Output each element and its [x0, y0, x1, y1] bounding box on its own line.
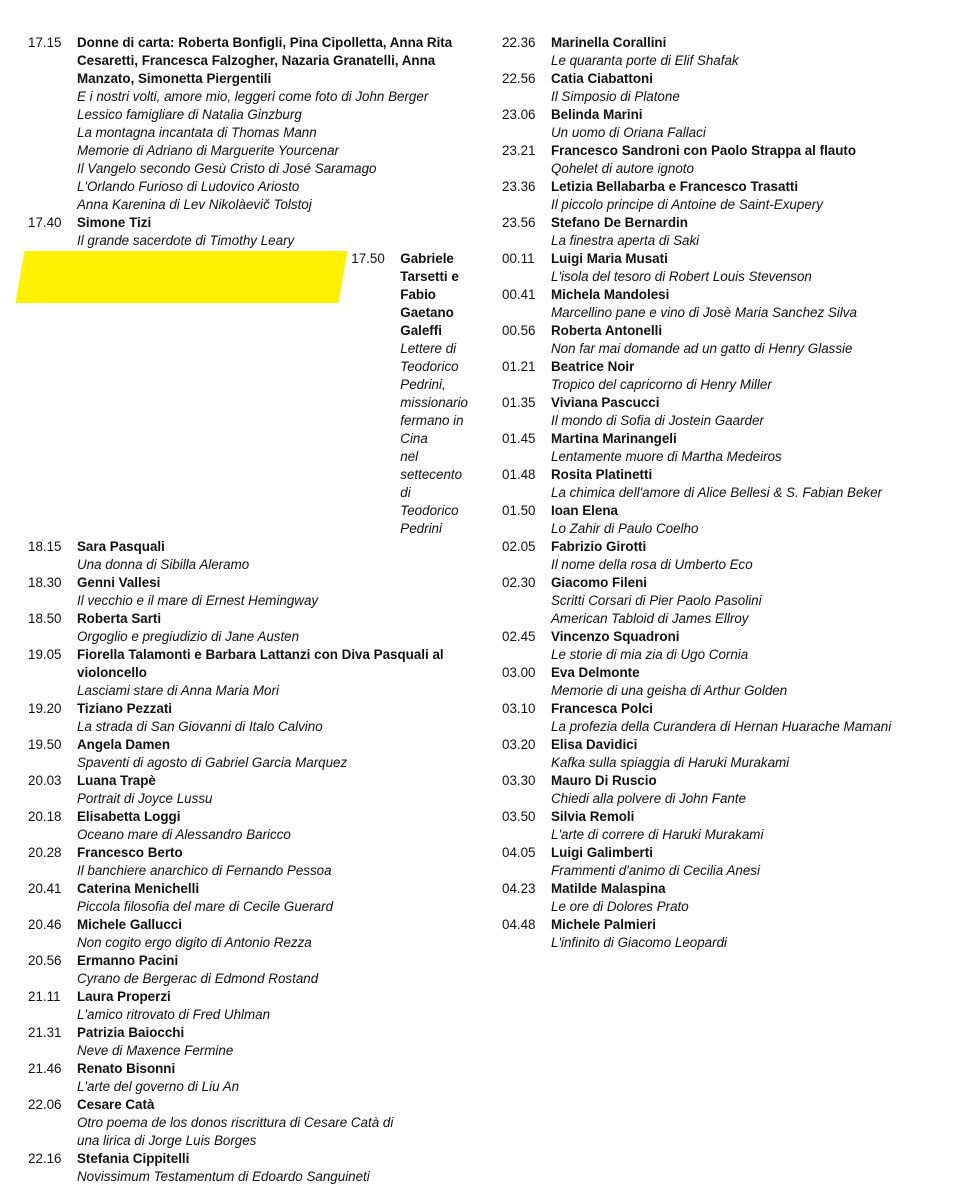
entry-body [551, 358, 942, 394]
schedule-entry [502, 916, 942, 952]
entry-time: 20.41 [28, 881, 62, 896]
work-title: Scritti Corsari di Pier Paolo Pasolini [551, 593, 762, 608]
schedule-entry [502, 628, 942, 664]
entry-body [77, 1024, 468, 1060]
schedule-entry [502, 844, 942, 880]
entry-time: 00.56 [502, 323, 536, 338]
entry-body [77, 34, 468, 214]
entry-body [551, 538, 942, 574]
schedule-entry [502, 502, 942, 538]
entry-time: 22.56 [502, 71, 536, 86]
work-title: Lentamente muore di Martha Medeiros [551, 449, 782, 464]
schedule-entry [502, 322, 942, 358]
entry-time: 20.18 [28, 809, 62, 824]
reader-name: Stefano De Bernardin [551, 215, 688, 230]
schedule-entry [502, 466, 942, 502]
work-title: Tropico del capricorno di Henry Miller [551, 377, 772, 392]
work-title: Frammenti d'animo di Cecilia Anesi [551, 863, 760, 878]
works-list [77, 970, 468, 988]
entry-time: 21.11 [28, 989, 61, 1004]
schedule-entry [28, 844, 468, 880]
entry-body [551, 70, 942, 106]
works-list [551, 124, 942, 142]
reader-name: Patrizia Baiocchi [77, 1025, 185, 1040]
entry-body [551, 880, 942, 916]
work-title: Lettere di Teodorico Pedrini, missionario fermano in Cina [400, 341, 468, 446]
work-title: Lo Zahir di Paulo Coelho [551, 521, 699, 536]
work-title: Non far mai domande ad un gatto di Henry Glassie [551, 341, 853, 356]
entry-time: 17.50 [351, 251, 385, 266]
reader-name: Angela Damen [77, 737, 171, 752]
schedule-entry [502, 880, 942, 916]
reader-name: Elisa Davidici [551, 737, 638, 752]
schedule-column-right [502, 34, 942, 952]
entry-time: 03.50 [502, 809, 536, 824]
work-title: E i nostri volti, amore mio, leggeri come foto di John Berger [77, 89, 429, 104]
entry-time: 01.21 [502, 359, 536, 374]
entry-body [551, 502, 942, 538]
reader-name: Giacomo Fileni [551, 575, 647, 590]
entry-time: 19.20 [28, 701, 62, 716]
entry-time: 19.50 [28, 737, 62, 752]
entry-body [551, 466, 942, 502]
works-list [551, 448, 942, 466]
reader-name: Stefania Cippitelli [77, 1151, 190, 1166]
schedule-entry [28, 1060, 468, 1096]
entry-body [77, 700, 468, 736]
entry-time: 17.15 [28, 35, 62, 50]
entry-time: 03.30 [502, 773, 536, 788]
schedule-entry [502, 178, 942, 214]
entry-time: 21.46 [28, 1061, 62, 1076]
schedule-entry [502, 772, 942, 808]
reader-name: Renato Bisonni [77, 1061, 176, 1076]
reader-name: Letizia Bellabarba e Francesco Trasatti [551, 179, 799, 194]
schedule-entry [502, 358, 942, 394]
work-title: Novissimum Testamentum di Edoardo Sanguineti [77, 1169, 370, 1184]
entry-time: 03.20 [502, 737, 536, 752]
entry-body [551, 394, 942, 430]
work-title: nel settecento di Teodorico Pedrini [400, 449, 463, 536]
reader-name: Ermanno Pacini [77, 953, 179, 968]
schedule-entry [28, 1150, 468, 1186]
entry-body [551, 142, 942, 178]
schedule-entry [28, 1096, 468, 1150]
entry-time: 21.31 [28, 1025, 62, 1040]
work-title: una lirica di Jorge Luis Borges [77, 1133, 257, 1148]
work-title: Oceano mare di Alessandro Baricco [77, 827, 291, 842]
schedule-entry [502, 664, 942, 700]
schedule-entry [28, 646, 468, 700]
entry-time: 20.46 [28, 917, 62, 932]
entry-time: 20.28 [28, 845, 62, 860]
entry-time: 02.05 [502, 539, 536, 554]
entry-time: 20.03 [28, 773, 62, 788]
work-title: Una donna di Sibilla Aleramo [77, 557, 250, 572]
schedule-entry [502, 106, 942, 142]
reader-name: Beatrice Noir [551, 359, 635, 374]
entry-time: 18.15 [28, 539, 62, 554]
reader-name: Mauro Di Ruscio [551, 773, 657, 788]
works-list [551, 592, 942, 628]
work-title: Cyrano de Bergerac di Edmond Rostand [77, 971, 319, 986]
reader-name: Laura Properzi [77, 989, 171, 1004]
work-title: L'infinito di Giacomo Leopardi [551, 935, 727, 950]
entry-body [77, 574, 468, 610]
entry-body [77, 1150, 468, 1186]
works-list [551, 556, 942, 574]
entry-body [551, 700, 942, 736]
reader-name: Luigi Galimberti [551, 845, 653, 860]
works-list [400, 340, 468, 538]
work-title: Kafka sulla spiaggia di Haruki Murakami [551, 755, 790, 770]
works-list [77, 898, 468, 916]
entry-body [77, 538, 468, 574]
works-list [77, 826, 468, 844]
work-title: L'amico ritrovato di Fred Uhlman [77, 1007, 271, 1022]
reader-name: Francesco Berto [77, 845, 183, 860]
works-list [77, 1042, 468, 1060]
work-title: La finestra aperta di Saki [551, 233, 700, 248]
reader-name: Michele Palmieri [551, 917, 656, 932]
schedule-entry [502, 142, 942, 178]
work-title: La profezia della Curandera di Hernan Huarache Mamani [551, 719, 892, 734]
entry-body [551, 916, 942, 952]
works-list [77, 862, 468, 880]
schedule-entry [28, 880, 468, 916]
entry-body [77, 880, 468, 916]
entry-time: 01.48 [502, 467, 536, 482]
schedule-entry [28, 700, 468, 736]
entry-time: 22.06 [28, 1097, 62, 1112]
entry-body [77, 952, 468, 988]
works-list [551, 934, 942, 952]
entry-body [551, 628, 942, 664]
works-list [77, 1006, 468, 1024]
entry-body [551, 772, 942, 808]
reader-name: Luana Trapè [77, 773, 156, 788]
works-list [551, 160, 942, 178]
work-title: American Tabloid di James Ellroy [551, 611, 749, 626]
work-title: Un uomo di Oriana Fallaci [551, 125, 706, 140]
reader-name: Belinda Marini [551, 107, 643, 122]
entry-time: 01.45 [502, 431, 536, 446]
reader-name: Fabrizio Girotti [551, 539, 647, 554]
entry-time: 22.16 [28, 1151, 62, 1166]
entry-time: 00.41 [502, 287, 536, 302]
work-title: Lasciami stare di Anna Maria Mori [77, 683, 279, 698]
work-title: Il grande sacerdote di Timothy Leary [77, 233, 295, 248]
works-list [77, 682, 468, 700]
work-title: Le ore di Dolores Prato [551, 899, 689, 914]
works-list [77, 934, 468, 952]
work-title: Il mondo di Sofia di Jostein Gaarder [551, 413, 764, 428]
entry-body [77, 1060, 468, 1096]
entry-time: 04.48 [502, 917, 536, 932]
entry-body [77, 610, 468, 646]
entry-time: 04.23 [502, 881, 536, 896]
entry-body [551, 664, 942, 700]
works-list [77, 1168, 468, 1186]
works-list [551, 232, 942, 250]
schedule-entry [502, 538, 942, 574]
work-title: Non cogito ergo digito di Antonio Rezza [77, 935, 312, 950]
work-title: Neve di Maxence Fermine [77, 1043, 234, 1058]
entry-body [551, 250, 942, 286]
reader-name: Martina Marinangeli [551, 431, 677, 446]
works-list [551, 826, 942, 844]
reader-name: Marinella Corallini [551, 35, 667, 50]
reader-name: Eva Delmonte [551, 665, 640, 680]
schedule-entry [28, 952, 468, 988]
works-list [551, 790, 942, 808]
reader-name: Sara Pasquali [77, 539, 165, 554]
work-title: Portrait di Joyce Lussu [77, 791, 213, 806]
schedule-entry [28, 538, 468, 574]
entry-body [551, 106, 942, 142]
entry-body [551, 178, 942, 214]
entry-time: 22.36 [502, 35, 536, 50]
work-title: Memorie di Adriano di Marguerite Yourcenar [77, 143, 339, 158]
work-title: Anna Karenina di Lev Nikolàevič Tolstoj [77, 197, 312, 212]
entry-time: 23.21 [502, 143, 536, 158]
works-list [77, 232, 468, 250]
entry-time: 20.56 [28, 953, 62, 968]
work-title: La montagna incantata di Thomas Mann [77, 125, 317, 140]
entry-body [77, 844, 468, 880]
entry-body [77, 646, 468, 700]
entry-body [77, 1096, 468, 1150]
reader-name: Catia Ciabattoni [551, 71, 653, 86]
schedule-entry [502, 700, 942, 736]
work-title: Spaventi di agosto di Gabriel Garcia Marquez [77, 755, 348, 770]
reader-name: Elisabetta Loggi [77, 809, 181, 824]
entry-body [551, 214, 942, 250]
work-title: Marcellino pane e vino di Josè Maria Sanchez Silva [551, 305, 857, 320]
entry-time: 23.06 [502, 107, 536, 122]
works-list [551, 340, 942, 358]
works-list [551, 196, 942, 214]
schedule-entry [502, 70, 942, 106]
work-title: L'arte del governo di Liu An [77, 1079, 240, 1094]
work-title: Le storie di mia zia di Ugo Cornia [551, 647, 749, 662]
works-list [77, 1078, 468, 1096]
entry-time: 19.05 [28, 647, 62, 662]
schedule-entry [28, 1024, 468, 1060]
works-list [551, 484, 942, 502]
entry-time: 04.05 [502, 845, 536, 860]
works-list [551, 862, 942, 880]
entry-body [551, 286, 942, 322]
entry-time: 23.36 [502, 179, 536, 194]
work-title: Orgoglio e pregiudizio di Jane Austen [77, 629, 300, 644]
schedule-entry [502, 250, 942, 286]
reader-name: Matilde Malaspina [551, 881, 666, 896]
entry-time: 01.50 [502, 503, 536, 518]
schedule-entry [28, 214, 468, 250]
works-list [551, 412, 942, 430]
schedule-entry [502, 286, 942, 322]
reader-name: Donne di carta: Roberta Bonfigli, Pina Cipolletta, Anna Rita Cesaretti, Francesca Falzogher, Nazaria Granatelli, Anna Manzato, Simonetta Piergentili [77, 35, 453, 86]
schedule-entry [502, 34, 942, 70]
works-list [551, 754, 942, 772]
schedule-entry [28, 574, 468, 610]
works-list [551, 304, 942, 322]
work-title: Il vecchio e il mare di Ernest Hemingway [77, 593, 319, 608]
works-list [77, 718, 468, 736]
entry-body [551, 844, 942, 880]
entry-body [77, 736, 468, 772]
schedule-entry [502, 394, 942, 430]
reader-name: Rosita Platinetti [551, 467, 653, 482]
work-title: Il nome della rosa di Umberto Eco [551, 557, 753, 572]
works-list [77, 1114, 468, 1150]
work-title: L'Orlando Furioso di Ludovico Ariosto [77, 179, 300, 194]
work-title: Il Simposio di Platone [551, 89, 680, 104]
work-title: Piccola filosofia del mare di Cecile Guerard [77, 899, 334, 914]
schedule-entry [502, 574, 942, 628]
schedule-entry [28, 250, 468, 538]
entry-body [77, 772, 468, 808]
entry-time: 18.30 [28, 575, 62, 590]
entry-body [77, 214, 468, 250]
entry-time: 18.50 [28, 611, 62, 626]
entry-time: 03.10 [502, 701, 536, 716]
schedule-entry [28, 736, 468, 772]
entry-body [551, 736, 942, 772]
entry-time: 00.11 [502, 251, 535, 266]
schedule-entry [502, 214, 942, 250]
works-list [551, 52, 942, 70]
reader-name: Fiorella Talamonti e Barbara Lattanzi con Diva Pasquali al violoncello [77, 647, 444, 680]
work-title: Il Vangelo secondo Gesù Cristo di José Saramago [77, 161, 377, 176]
work-title: Il piccolo principe di Antoine de Saint-Exupery [551, 197, 823, 212]
works-list [551, 646, 942, 664]
reader-name: Francesca Polci [551, 701, 653, 716]
entry-body [551, 808, 942, 844]
entry-body [77, 808, 468, 844]
works-list [77, 88, 468, 214]
reader-name: Cesare Catà [77, 1097, 155, 1112]
works-list [551, 88, 942, 106]
work-title: Memorie di una geisha di Arthur Golden [551, 683, 788, 698]
entry-time: 23.56 [502, 215, 536, 230]
work-title: Otro poema de los donos riscrittura di Cesare Catà di [77, 1115, 394, 1130]
schedule-entry [28, 988, 468, 1024]
schedule-entry [502, 808, 942, 844]
reader-name: Vincenzo Squadroni [551, 629, 680, 644]
works-list [551, 718, 942, 736]
reader-name: Francesco Sandroni con Paolo Strappa al flauto [551, 143, 857, 158]
works-list [551, 268, 942, 286]
highlighter-mark [15, 251, 347, 303]
reader-name: Michela Mandolesi [551, 287, 670, 302]
work-title: L'arte di correre di Haruki Murakami [551, 827, 764, 842]
reader-name: Roberta Sarti [77, 611, 162, 626]
schedule-entry [502, 736, 942, 772]
works-list [551, 520, 942, 538]
entry-time: 01.35 [502, 395, 536, 410]
entry-time: 02.30 [502, 575, 536, 590]
works-list [77, 556, 468, 574]
schedule-column-left [28, 34, 468, 1186]
works-list [551, 898, 942, 916]
entry-body [551, 322, 942, 358]
entry-body [77, 916, 468, 952]
entry-time: 02.45 [502, 629, 536, 644]
reader-name: Roberta Antonelli [551, 323, 663, 338]
reader-name: Simone Tizi [77, 215, 152, 230]
reader-name: Caterina Menichelli [77, 881, 200, 896]
reader-name: Michele Gallucci [77, 917, 182, 932]
schedule-entry [28, 772, 468, 808]
schedule-entry [502, 430, 942, 466]
works-list [551, 682, 942, 700]
works-list [77, 754, 468, 772]
work-title: Lessico famigliare di Natalia Ginzburg [77, 107, 302, 122]
works-list [77, 790, 468, 808]
entry-body [551, 430, 942, 466]
schedule-entry [28, 808, 468, 844]
schedule-entry [28, 34, 468, 214]
work-title: La strada di San Giovanni di Italo Calvino [77, 719, 323, 734]
reader-name: Luigi Maria Musati [551, 251, 668, 266]
works-list [77, 628, 468, 646]
reader-name: Tiziano Pezzati [77, 701, 172, 716]
works-list [551, 376, 942, 394]
schedule-entry [28, 610, 468, 646]
reader-name: Gabriele Tarsetti e Fabio Gaetano Galeffi [400, 251, 459, 338]
work-title: Le quaranta porte di Elif Shafak [551, 53, 739, 68]
entry-body [77, 988, 468, 1024]
entry-time: 03.00 [502, 665, 536, 680]
entry-body [551, 574, 942, 628]
work-title: Il banchiere anarchico di Fernando Pessoa [77, 863, 332, 878]
entry-body [551, 34, 942, 70]
reader-name: Silvia Remoli [551, 809, 635, 824]
work-title: La chimica dell'amore di Alice Bellesi & S. Fabian Beker [551, 485, 883, 500]
reader-name: Ioan Elena [551, 503, 618, 518]
entry-time: 17.40 [28, 215, 62, 230]
work-title: Chiedi alla polvere di John Fante [551, 791, 747, 806]
works-list [77, 592, 468, 610]
work-title: Qohelet di autore ignoto [551, 161, 694, 176]
work-title: L'isola del tesoro di Robert Louis Stevenson [551, 269, 812, 284]
entry-body [400, 250, 468, 538]
schedule-entry [28, 916, 468, 952]
reader-name: Genni Vallesi [77, 575, 161, 590]
reader-name: Viviana Pascucci [551, 395, 660, 410]
